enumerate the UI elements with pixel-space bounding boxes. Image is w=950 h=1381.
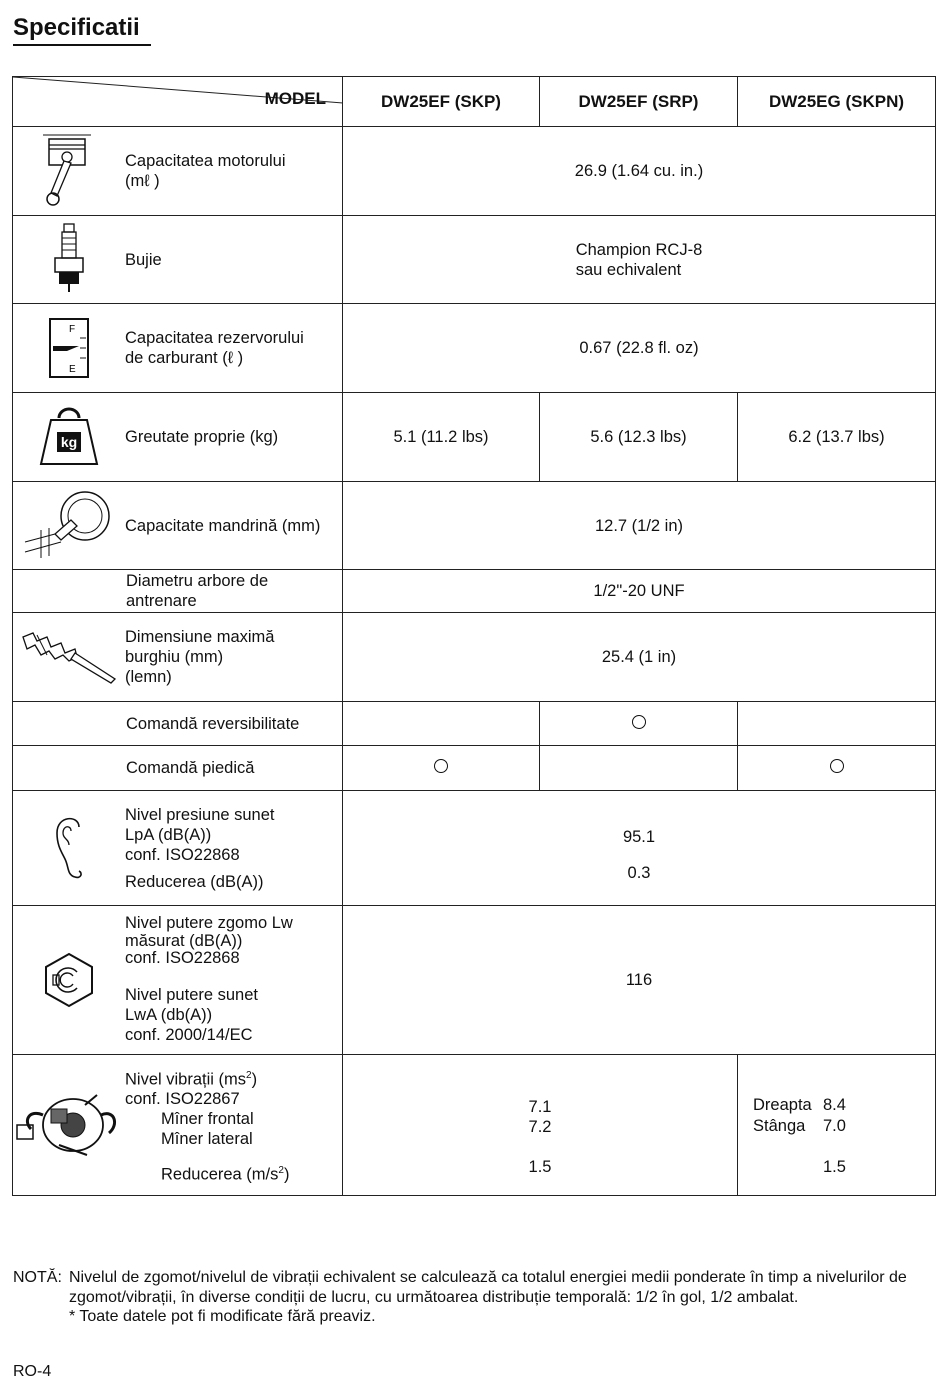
- table-header-row: [13, 77, 936, 127]
- sound-power-label-line6: conf. 2000/14/EC: [125, 1025, 253, 1044]
- piston-icon: [13, 133, 125, 209]
- sound-pressure-value: 95.1: [622, 828, 656, 846]
- vibration-right-label1: Dreapta: [753, 1095, 812, 1114]
- note-disclaimer: * Toate datele pot fi modificate fără preaviz.: [69, 1308, 376, 1325]
- brake-cell-3: [738, 746, 936, 791]
- sound-power-label-line5: LwA (db(A)): [125, 1005, 213, 1024]
- reverse-label: Comandă reversibilitate: [126, 714, 300, 733]
- table-row: [13, 906, 936, 1055]
- reverse-cell-2: [540, 702, 738, 746]
- feature-available-circle: [830, 759, 844, 773]
- brake-label: Comandă piedică: [126, 759, 255, 777]
- model-header-3: DW25EG (SKPN): [738, 77, 936, 127]
- table-row: [13, 216, 936, 304]
- note-tag: NOTĂ:: [13, 1269, 62, 1286]
- weight-value-3: 6.2 (13.7 lbs): [738, 393, 936, 482]
- vibration-right-line1: [753, 1095, 935, 1116]
- vibration-right-label2: Stânga: [753, 1116, 806, 1135]
- sound-power-label-line2: măsurat (dB(A)): [125, 931, 243, 950]
- feature-available-circle: [434, 759, 448, 773]
- table-row: [13, 613, 936, 702]
- spark-plug-icon: [13, 222, 125, 298]
- tank-label-cell: [13, 304, 343, 393]
- vibration-label-line2: conf. ISO22867: [125, 1090, 240, 1108]
- sound-power-label-line4: Nivel putere sunet: [125, 985, 258, 1004]
- model-label: MODEL: [264, 89, 326, 108]
- chuck-label: Capacitate mandrină (mm): [125, 516, 321, 535]
- page-number: RO-4: [13, 1363, 52, 1380]
- weight-value-2: 5.6 (12.3 lbs): [540, 393, 738, 482]
- sound-pressure-label-line2: LpA (dB(A)): [125, 825, 212, 844]
- gauge-f-label: F: [69, 324, 76, 335]
- tank-value: 0.67 (22.8 fl. oz): [343, 304, 936, 393]
- bit-value: 25.4 (1 in): [343, 613, 936, 702]
- chuck-label-cell: [13, 482, 343, 570]
- weight-badge: kg: [60, 434, 78, 450]
- table-row: [13, 570, 936, 613]
- vibration-reduction-value-right: 1.5: [823, 1157, 846, 1176]
- table-row: [13, 127, 936, 216]
- vibration-reduction-text: Reducerea (m/s: [161, 1165, 279, 1184]
- shaft-label-line2: antrenare: [126, 592, 197, 610]
- bit-label-line1: Dimensiune maximă: [125, 628, 275, 646]
- shaft-value: 1/2"-20 UNF: [343, 570, 936, 613]
- vibration-front-label: Mîner frontal: [161, 1110, 254, 1128]
- model-header-cell: [13, 77, 343, 127]
- vibration-label-end: ): [251, 1070, 258, 1088]
- sound-power-label-line3: conf. ISO22868: [125, 949, 240, 968]
- sound-power-value: 116: [343, 906, 936, 1055]
- vibration-reduction-sup: 2: [278, 1165, 284, 1176]
- spark-value-line1: Champion RCJ-8: [575, 240, 703, 259]
- weight-icon: [13, 404, 125, 470]
- table-row: [13, 304, 936, 393]
- engine-label-cell: [13, 127, 343, 216]
- spark-value-line2: sau echivalent: [575, 260, 682, 279]
- feature-available-circle: [632, 715, 646, 729]
- vibration-reduction-value-left: 1.5: [528, 1158, 552, 1176]
- vibration-right-line2: [753, 1116, 935, 1137]
- bit-label-cell: [13, 613, 343, 702]
- sound-pressure-reduction-label: Reducerea (dB(A)): [125, 872, 264, 891]
- engine-value: 26.9 (1.64 cu. in.): [343, 127, 936, 216]
- engine-label-line1: Capacitatea motorului: [125, 152, 286, 170]
- model-header-2: DW25EF (SRP): [540, 77, 738, 127]
- chuck-value: 12.7 (1/2 in): [343, 482, 936, 570]
- table-row: [13, 393, 936, 482]
- weight-label: Greutate proprie (kg): [125, 428, 279, 446]
- table-row: [13, 702, 936, 746]
- note: [13, 1268, 913, 1327]
- vibration-label-cell: [13, 1055, 343, 1196]
- vibration-left-values: [343, 1055, 738, 1196]
- drill-chuck-icon: [13, 490, 125, 562]
- sound-power-label-line1: Nivel putere zgomo Lw: [125, 914, 293, 933]
- fuel-gauge-icon: [13, 316, 125, 380]
- spark-label-cell: [13, 216, 343, 304]
- vibration-side-label: Mîner lateral: [161, 1130, 253, 1148]
- tank-label-line2: de carburant (ℓ ): [125, 349, 244, 367]
- shaft-label-cell: [13, 570, 343, 613]
- vibration-right-value2: 7.0: [823, 1116, 846, 1135]
- gauge-e-label: E: [69, 364, 76, 375]
- bit-label-line2: burghiu (mm): [125, 648, 224, 666]
- sound-pressure-label-line1: Nivel presiune sunet: [125, 805, 275, 824]
- tank-label-line1: Capacitatea rezervorului: [125, 329, 304, 347]
- table-row: [13, 1055, 936, 1196]
- vibration-right-values: [738, 1055, 936, 1196]
- sound-pressure-label-line3: conf. ISO22868: [125, 845, 240, 864]
- sound-pressure-label-cell: [13, 791, 343, 906]
- brake-cell-2: [540, 746, 738, 791]
- sound-power-label-cell: [13, 906, 343, 1055]
- bit-label-line3: (lemn): [125, 668, 172, 686]
- vibration-label-line1: [125, 1066, 338, 1090]
- model-header-1: DW25EF (SKP): [343, 77, 540, 127]
- vibration-icon: [13, 1085, 125, 1165]
- spark-value-cell: [343, 216, 936, 304]
- auger-bit-icon: [13, 627, 125, 687]
- reverse-cell-3: [738, 702, 936, 746]
- page-title: Specificatii: [13, 14, 151, 46]
- brake-cell-1: [343, 746, 540, 791]
- brake-label-cell: [13, 746, 343, 791]
- weight-label-cell: [13, 393, 343, 482]
- specifications-table: [12, 76, 936, 1196]
- weight-value-1: 5.1 (11.2 lbs): [343, 393, 540, 482]
- vibration-label-text: Nivel vibrații (ms: [125, 1070, 247, 1088]
- sound-power-icon: [13, 950, 125, 1010]
- reverse-cell-1: [343, 702, 540, 746]
- spark-label: Bujie: [125, 250, 162, 269]
- vibration-label-sup: 2: [246, 1069, 252, 1081]
- vibration-side-value: 7.2: [528, 1118, 552, 1136]
- vibration-front-value: 7.1: [528, 1098, 552, 1116]
- sound-pressure-reduction-value: 0.3: [627, 864, 651, 882]
- vibration-right-value1: 8.4: [823, 1095, 846, 1114]
- note-text: Nivelul de zgomot/nivelul de vibrații echivalent se calculează ca totalul energiei medii ponderate în timp a nivelurilor de zgomot/vibrații, în diverse condiții de lucru, cu următoarea distribuție temporală: 1/2 în gol, 1/2 ambalat.: [69, 1269, 907, 1306]
- table-row: [13, 791, 936, 906]
- vibration-reduction-label: [125, 1161, 338, 1185]
- sound-pressure-value-cell: [343, 791, 936, 906]
- table-row: [13, 482, 936, 570]
- table-row: [13, 746, 936, 791]
- ear-icon: [13, 813, 125, 883]
- engine-label-line2: (mℓ ): [125, 172, 160, 190]
- shaft-label-line1: Diametru arbore de: [126, 572, 269, 590]
- vibration-reduction-end: ): [283, 1165, 290, 1184]
- reverse-label-cell: [13, 702, 343, 746]
